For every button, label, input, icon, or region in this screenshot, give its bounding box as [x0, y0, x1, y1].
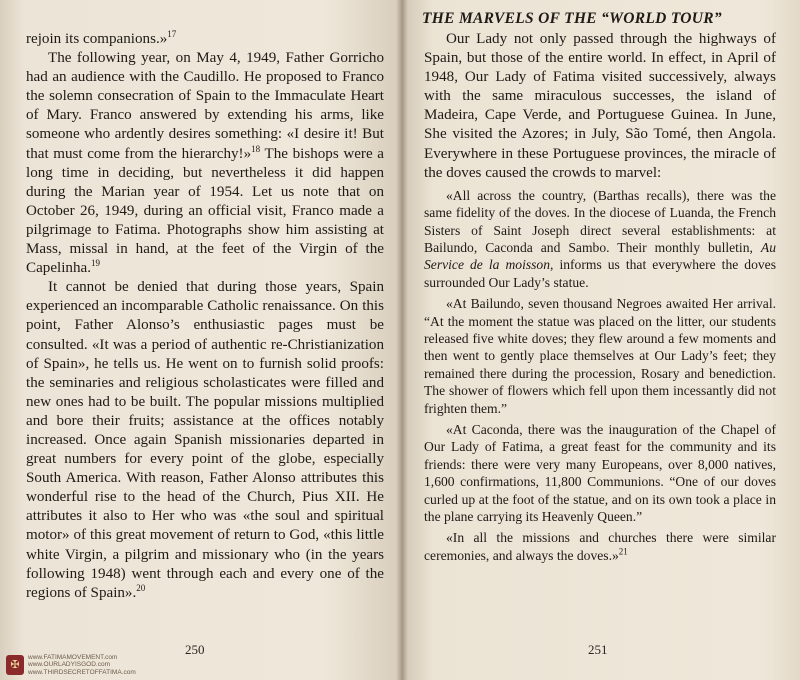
fatima-logo-icon: ✠: [6, 655, 24, 675]
quote-paragraph-3: «At Caconda, there was the inauguration of the Chapel of Our Lady of Fatima, a great feast for the community and its friends: there were very many Europeans, over 8,000 natives, 1,600 confirmations, 11,800 Communions. “One of our doves curled up at the foot of the statue, and on its own took a place in the plane carrying its Heavenly Queen.”: [424, 422, 776, 525]
watermark-text: www.FATIMAMOVEMENT.com www.OURLADYISGOD.com www.THIRDSECRETOFFATIMA.com: [28, 653, 136, 676]
quote-paragraph-2: «At Bailundo, seven thousand Negroes awaited Her arrival. “At the moment the statue was placed on the litter, our students released five white doves; they flew around a few moments and then went to gently place themselves at Our Lady’s feet; they remained there during the procession, Rosary and benediction. The shower of flowers which fell upon them incessantly did not frighten them.”: [424, 296, 776, 416]
footnote-ref-21: 21: [618, 546, 628, 557]
page-number-left: 250: [185, 642, 205, 657]
footnote-ref-19: 19: [90, 258, 100, 269]
left-paragraph-2: The following year, on May 4, 1949, Father Gorricho had an audience with the Caudillo. He proposed to Franco the solemn consecration of Spain to the Immaculate Heart of Mary. Franco answered by extending his arms, like someone who ardently desires something: «I desire it! But that must come from the hierarchy!»$^{18}$ The bishops were a long time in deciding, but nevertheless it did happen during the Marian year of 1954. Let us note that on October 26, 1949, during an official visit, Franco made a pilgrimage to Fatima. Photographs show him assisting at Mass, missal in hand, at the feet of the Virgin of the Capelinha.$^{19}$: [26, 50, 384, 277]
footnote-ref-17: 17: [167, 28, 177, 39]
quote-paragraph-4: «In all the missions and churches there were similar ceremonies, and always the doves.»$^{21}$: [424, 530, 776, 563]
quote-paragraph-1: «All across the country, (Barthas recalls), there was the same fidelity of the doves. In the diocese of Luanda, the French Sisters of Saint Joseph direct several establishments: at Bailundo, Caconda and Sambo. Their monthly bulletin, Au Service de la moisson, informs us that everywhere the doves surrounded Our Lady’s statue.: [424, 187, 777, 290]
left-paragraph-1: rejoin its companions.»$^{17}$: [26, 28, 177, 47]
page-number-right: 251: [588, 642, 608, 657]
right-page: [402, 0, 800, 680]
right-paragraph-1: Our Lady not only passed through the highways of Spain, but those of the entire world. In effect, in April of 1948, Our Lady of Fatima visited successively, always with the same miraculous successes, the island of Madeira, Cape Verde, and Portuguese Guinea. In June, She visited the Azores; in July, São Tomé, then Angola. Everywhere in these Portuguese provinces, the miracle of the doves caused the crowds to marvel:: [424, 31, 776, 181]
footnote-ref-18: 18: [251, 143, 261, 154]
footnote-ref-20: 20: [136, 582, 146, 593]
left-paragraph-3: It cannot be denied that during those years, Spain experienced an incomparable Catholic renaissance. On this point, Father Alonso’s enthusiastic pages must be consulted. «It was a period of authentic re-Christianization of Spain», he tells us. He went on to furnish solid proofs: the seminaries and religious scholasticates were filled and new ones had to be built. The popular missions multiplied and bore their fruits; assistance at the offices notably increased. Once again Spanish missionaries departed in great numbers for every point of the globe, especially South America. With reason, Father Alonso attributes this wonderful rise to the head of the Church, Pius XII. He attributes it also to Her who was «the soul and spiritual motor» of this great movement of return to God, «this little white Virgin, a pilgrim and missionary who (in the years following 1948) went through each and every one of the regions of Spain».$^{20}$: [26, 279, 384, 601]
watermark-stamp: [6, 654, 136, 677]
section-heading: THE MARVELS OF THE “WORLD TOUR”: [422, 10, 722, 27]
